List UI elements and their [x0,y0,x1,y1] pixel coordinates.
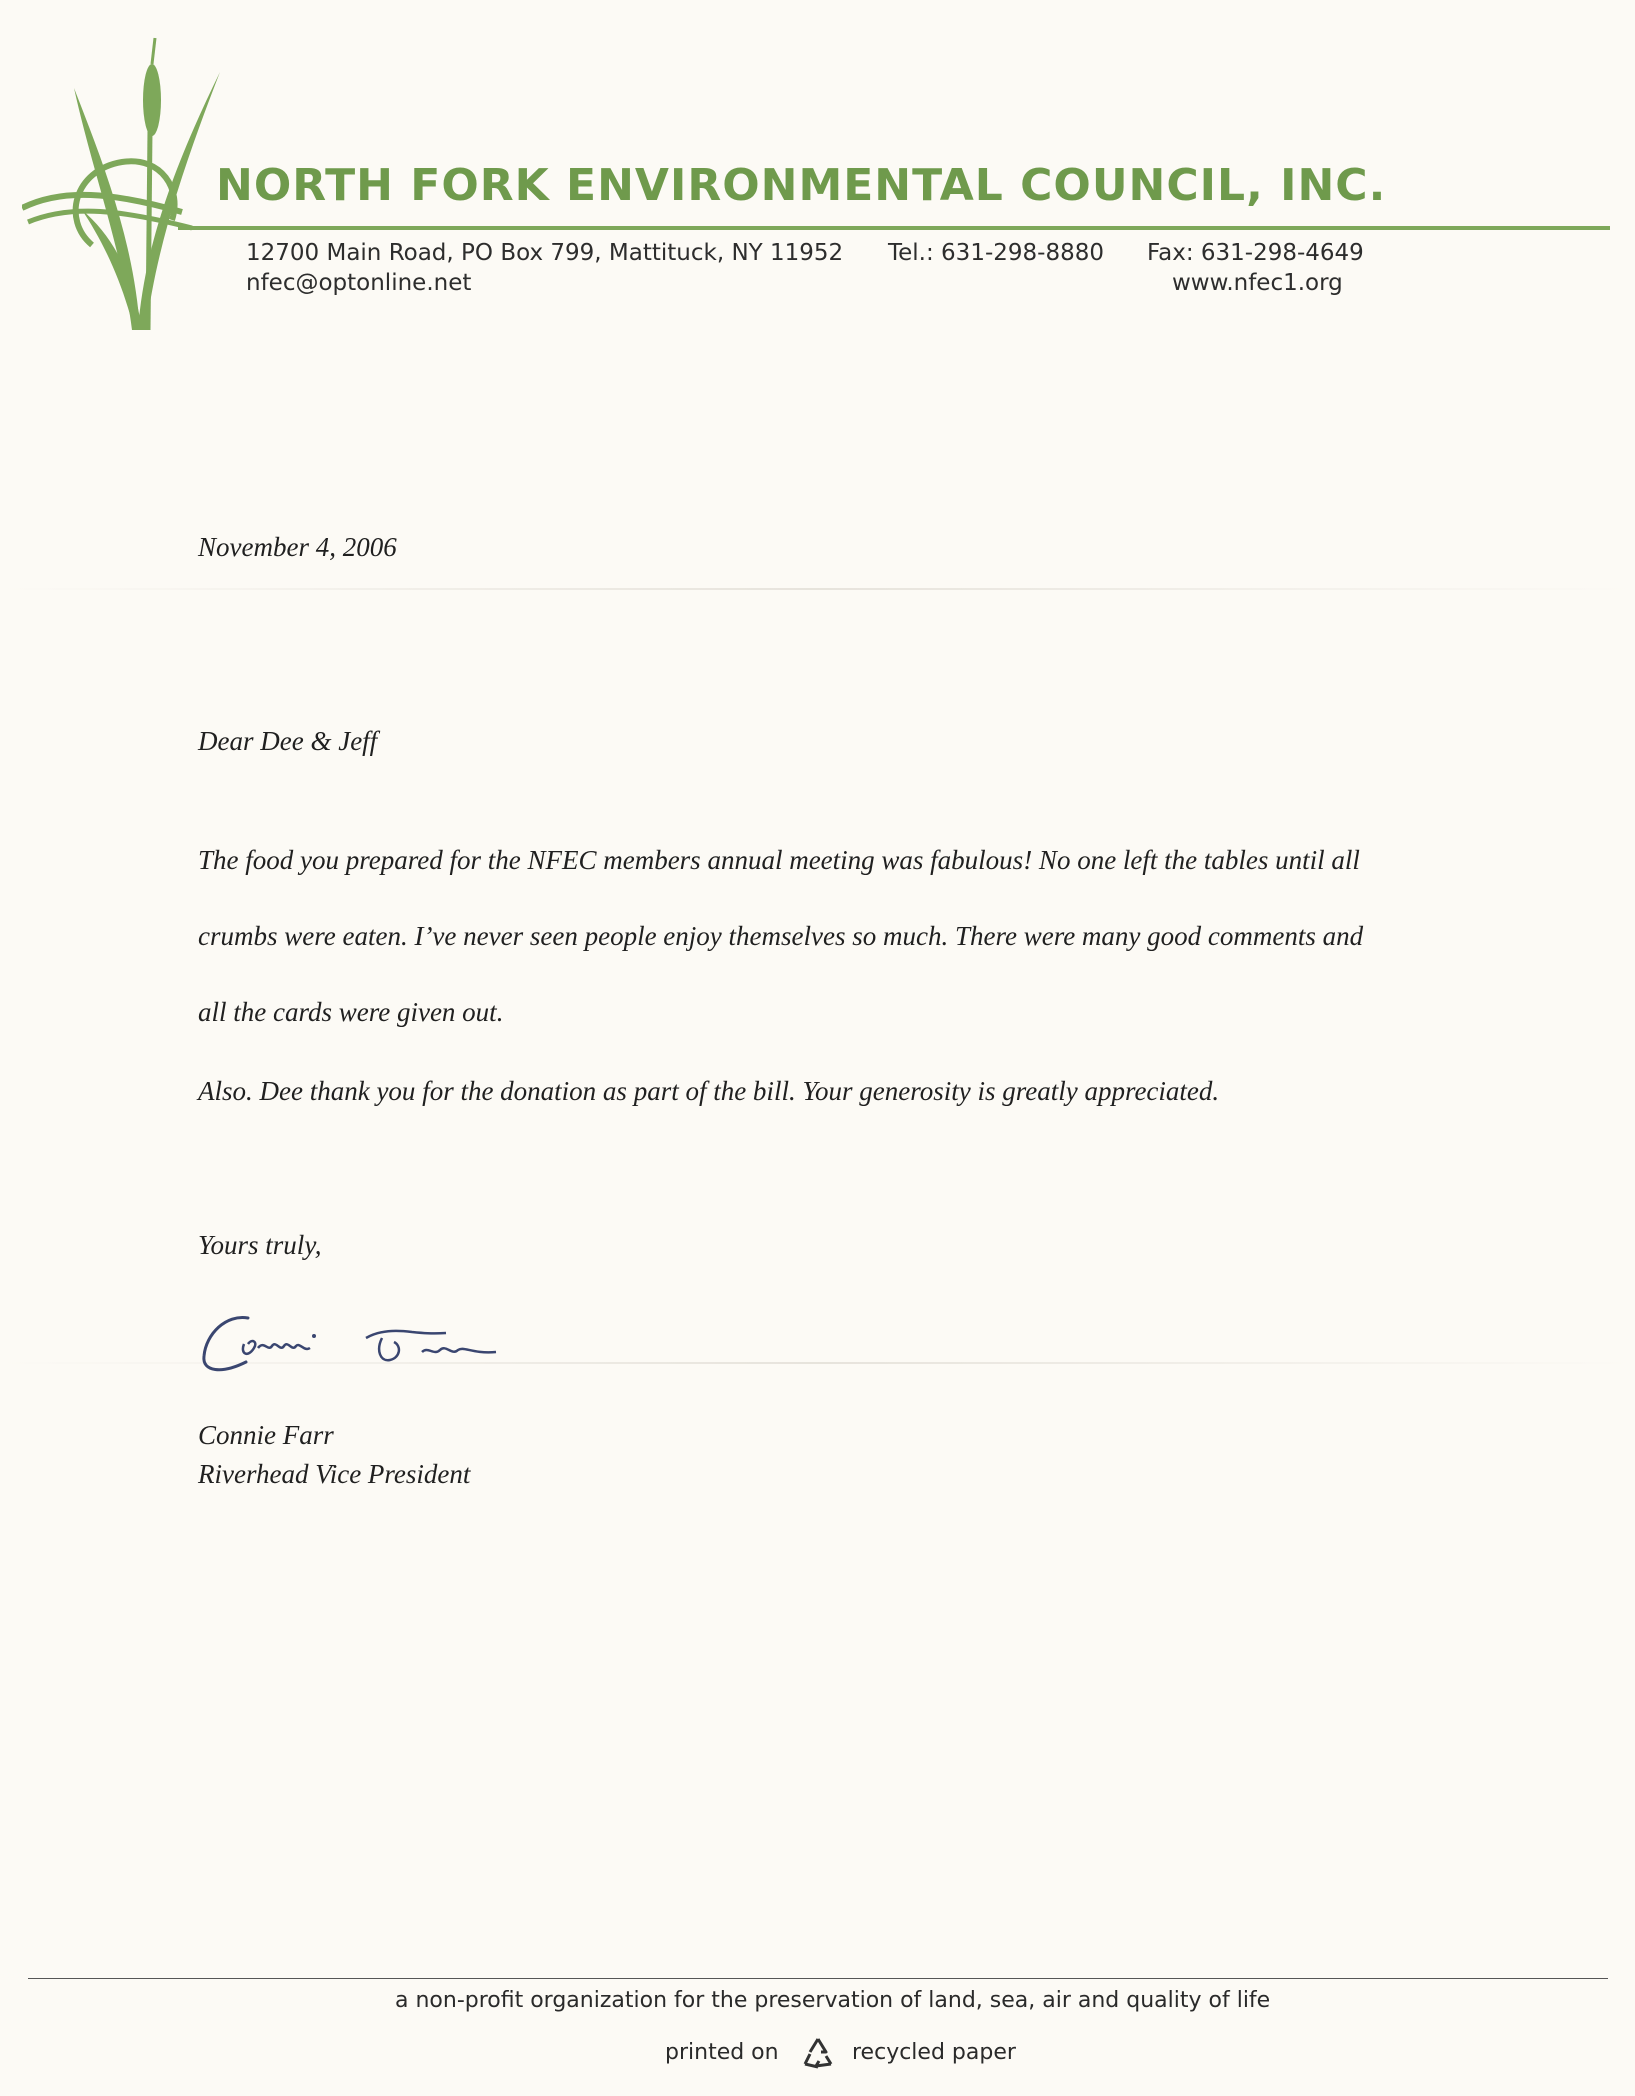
website-text: www.nfec1.org [1172,270,1343,296]
recycle-icon [798,2034,838,2074]
letterhead-rule [178,226,1610,230]
signer-name: Connie Farr [198,1420,334,1450]
email-text: nfec@optonline.net [246,270,472,296]
signer-title: Riverhead Vice President [198,1459,471,1489]
cattail-logo-icon [22,30,232,340]
body-line: Also. Dee thank you for the donation as part of the bill. Your generosity is greatly appreciated. [198,1076,1220,1106]
organization-name: NORTH FORK ENVIRONMENTAL COUNCIL, INC. [216,160,1387,211]
letter-date: November 4, 2006 [198,532,397,562]
mission-statement: a non-profit organization for the preservation of land, sea, air and quality of life [395,1988,1271,2013]
closing: Yours truly, [198,1230,322,1260]
footer-rule [28,1978,1608,1979]
recycled-paper-text: recycled paper [852,2040,1016,2065]
body-line: crumbs were eaten. I’ve never seen people enjoy themselves so much. There were many good comments and [198,921,1364,951]
fold-line [0,588,1635,590]
fax-text: Fax: 631-298-4649 [1147,240,1364,266]
salutation: Dear Dee & Jeff [198,726,378,756]
telephone-text: Tel.: 631-298-8880 [888,240,1104,266]
handwritten-signature-icon [196,1300,616,1390]
address-text: 12700 Main Road, PO Box 799, Mattituck, NY 11952 [246,240,844,266]
printed-on-text: printed on [665,2040,779,2065]
body-line: all the cards were given out. [198,997,504,1027]
body-line: The food you prepared for the NFEC members annual meeting was fabulous! No one left the tables until all [198,845,1360,875]
